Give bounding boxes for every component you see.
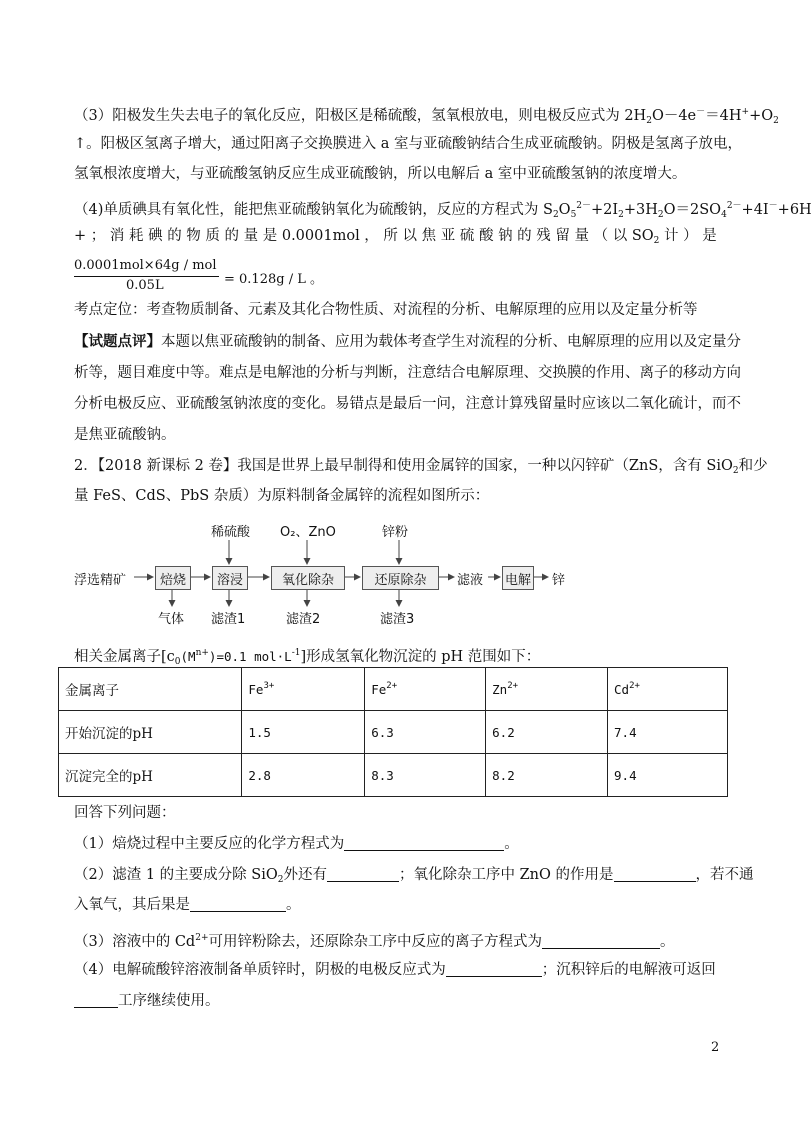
part4-line2: + ； 消 耗 碘 的 物 质 的 量 是 0.0001mol ， 所 以 焦 亚 硫 酸 钠 的 残 留 量 （ 以 $SO_2$ 计 ） 是 [74,228,717,246]
flow-step-leach: 溶浸 [212,566,248,590]
flow-step-electrolysis: 电解 [502,566,534,590]
part4-line1: （4)单质碘具有氧化性，能把焦亚硫酸钠氧化为硫酸钠，反应的方程式为 $S_2O_5^{2-}+2I_2+3H_2O=2SO_4^{2-}+4I^-+6H$ [74,201,812,220]
kaodian-line: 考点定位：考查物质制备、元素及其化合物性质、对流程的分析、电解原理的应用以及定量分析等 [74,302,698,318]
pingjia-line3: 分析电极反应、亚硫酸氢钠浓度的变化。易错点是最后一问，注意计算残留量时应该以二氧化硫计，而不 [74,396,741,412]
table-header-cell: $Zn^{2+}$ [486,668,608,711]
flow-input-zinc-powder: 锌粉 [382,525,409,540]
fraction-numerator: 0.0001mol×64g / mol [74,258,217,273]
table-cell: 开始沉淀的pH [59,711,242,754]
table-cell: 1.5 [242,711,365,754]
flow-step-roast: 焙烧 [155,566,191,590]
table-cell: 7.4 [608,711,728,754]
fraction-result: = 0.128g / L 。 [224,272,323,287]
pingjia-tag: 【试题点评】 [74,333,161,350]
part3-line1: （3）阳极发生失去电子的氧化反应，阳极区是稀硫酸，氢氧根放电，则电极反应式为 $2H_2O-4e^-=4H^++O_2$ [74,107,779,126]
flow-end-label: 锌 [552,573,566,588]
flow-step-oxidize: 氧化除杂 [271,566,345,590]
ph-range-table [58,667,728,797]
answer-blank[interactable] [542,933,660,949]
table-cell: 沉淀完全的pH [59,754,242,797]
answer-blank[interactable] [344,835,504,851]
subquestion-4-line1: （4）电解硫酸锌溶液制备单质锌时，阴极的电极反应式为 ；沉积锌后的电解液可返回 [74,962,716,978]
answer-prompt: 回答下列问题： [74,805,176,821]
flow-start-label: 浮选精矿 [74,573,127,588]
pingjia-line4: 是焦亚硫酸钠。 [74,427,176,443]
flow-output-residue2: 滤渣2 [286,612,321,627]
flow-output-residue1: 滤渣1 [211,612,246,627]
answer-blank[interactable] [190,896,286,912]
table-row [59,754,728,797]
table-header-cell: 金属离子 [59,668,242,711]
answer-blank[interactable] [614,866,696,882]
part3-line2: ↑。阳极区氢离子增大，通过阳离子交换膜进入 a 室与亚硫酸钠结合生成亚硫酸钠。阴极是氢离子放电， [74,136,743,152]
table-cell: 6.2 [486,711,608,754]
pingjia-line1: 【试题点评】本题以焦亚硫酸钠的制备、应用为载体考查学生对流程的分析、电解原理的应用以及定量分 [74,333,741,350]
answer-blank[interactable] [74,992,118,1008]
page-number: 2 [711,1040,720,1055]
fraction-bar [74,276,219,277]
subquestion-4-line2: 工序继续使用。 [74,991,220,1011]
table-cell: 6.3 [365,711,486,754]
table-cell: 8.2 [486,754,608,797]
subquestion-1: （1）焙烧过程中主要反应的化学方程式为 。 [74,836,519,852]
table-header-cell: $Fe^{2+}$ [365,668,486,711]
table-header-row [59,668,728,711]
pingjia-line2: 析等，题目难度中等。难点是电解池的分析与判断，注意结合电解原理、交换膜的作用、离子的移动方向 [74,365,741,381]
process-flow-diagram [74,518,594,626]
subquestion-3: （3）溶液中的 $Cd^{2+}$可用锌粉除去，还原除杂工序中反应的离子方程式为 。 [74,933,675,950]
flow-input-oxygen-zno: O₂、ZnO [280,525,336,540]
fraction-denominator: 0.05L [126,278,164,293]
answer-blank[interactable] [327,866,399,882]
table-header-cell: $Cd^{2+}$ [608,668,728,711]
flow-step-reduce: 还原除杂 [362,566,439,590]
table-cell: 9.4 [608,754,728,797]
flow-output-residue3: 滤渣3 [380,612,415,627]
table-row [59,711,728,754]
table-intro: 相关金属离子[$c_0(M^{n+})=0.1$ $mol\cdot L^{-1}$]形成氢氧化物沉淀的 pH 范围如下： [74,648,541,667]
table-cell: 8.3 [365,754,486,797]
answer-blank[interactable] [446,961,542,977]
flow-filtrate-label: 滤液 [457,573,484,588]
table-header-cell: $Fe^{3+}$ [242,668,365,711]
flow-input-acid: 稀硫酸 [211,525,251,540]
table-cell: 2.8 [242,754,365,797]
subquestion-2-line2: 入氧气，其后果是 。 [74,897,301,913]
question2-line2: 量 FeS、CdS、PbS 杂质）为原料制备金属锌的流程如图所示： [74,488,490,504]
part3-line3: 氢氧根浓度增大，与亚硫酸氢钠反应生成亚硫酸钠，所以电解后 a 室中亚硫酸氢钠的浓度增大。 [74,166,687,182]
flow-output-gas: 气体 [158,612,185,627]
question2-line1: 2．【2018 新课标 2 卷】我国是世界上最早制得和使用金属锌的国家，一种以闪锌矿（ZnS，含有 SiO$_2$和少 [74,458,768,476]
subquestion-2-line1: （2）滤渣 1 的主要成分除 SiO$_2$外还有 ；氧化除杂工序中 ZnO 的作用是 ，若不通 [74,867,754,885]
